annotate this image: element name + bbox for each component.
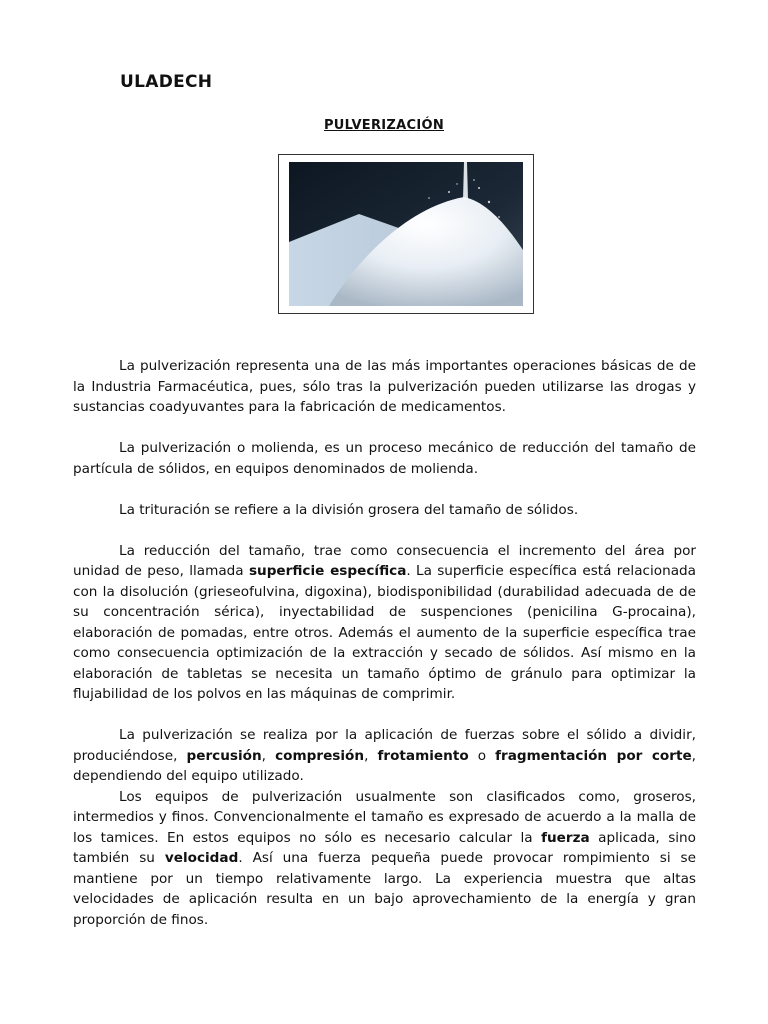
paragraph-5 — [73, 725, 696, 787]
paragraph-5-text-b: , dependiendo del equipo utilizado. — [73, 747, 696, 784]
term-compresion: compresión — [275, 747, 365, 764]
paragraph-6 — [73, 787, 696, 931]
term-superficie-especifica: superficie específica — [248, 563, 407, 579]
paragraph-5-text-a: La pulverización se realiza por la aplicación de fuerzas sobre el sólido a dividir, produciéndose, — [73, 727, 696, 764]
body-text — [73, 356, 696, 930]
term-fragmentacion-por-corte: fragmentación por corte — [495, 747, 692, 764]
paragraph-6-text-c: . Así una fuerza pequeña puede provocar rompimiento si se mantiene por un tiempo relativamente largo. La experiencia muestra que altas velocidades de aplicación resulta en un bajo aprovechamiento de la energía y gran proporción de finos. — [73, 850, 696, 928]
paragraph-2: La pulverización o molienda, es un proceso mecánico de reducción del tamaño de partícula de sólidos, en equipos denominados de molienda. — [73, 440, 696, 477]
powder-photo-icon — [289, 162, 523, 306]
term-velocidad: velocidad — [164, 850, 239, 866]
paragraph-3: La trituración se refiere a la división grosera del tamaño de sólidos. — [119, 501, 579, 518]
term-frotamiento: frotamiento — [377, 747, 469, 764]
institution-header: ULADECH — [120, 72, 213, 92]
paragraph-4-text-a: La reducción del tamaño, trae como consecuencia el incremento del área por unidad de peso, llamada — [73, 542, 696, 579]
separator: o — [468, 747, 496, 764]
separator: , — [364, 747, 378, 764]
term-percusion: percusión — [186, 747, 262, 764]
paragraph-4-text-c: . La superficie específica está relacionada con la disolución (grieseofulvina, digoxina), biodisponibilidad (durabilidad adecuada de de su concentración sérica), inyectabilidad de suspenciones (penicilina G-procaina), elaboración de pomadas, entre otros. Además el aumento de la superficie específica trae como consecuencia optimización de la extracción y secado de sólidos. Así mismo en la elaboración de tabletas se necesita un tamaño óptimo de gránulo para optimizar la flujabilidad de los polvos en las máquinas de comprimir. — [73, 563, 696, 702]
term-fuerza: fuerza — [541, 829, 590, 846]
separator: , — [261, 747, 276, 764]
figure-frame — [278, 154, 534, 314]
paragraph-6-text-b: aplicada, sino también su — [73, 829, 696, 866]
document-title: PULVERIZACIÓN — [323, 118, 445, 133]
paragraph-6-text-a: Los equipos de pulverización usualmente son clasificados como, groseros, intermedios y finos. Convencionalmente el tamaño es expresado de acuerdo a la malla de los tamices. En estos equipos no sólo es necesario calcular la — [73, 788, 696, 846]
paragraph-1: La pulverización representa una de las más importantes operaciones básicas de de la Industria Farmacéutica, pues, sólo tras la pulverización pueden utilizarse las drogas y sustancias coadyuvantes para la fabricación de medicamentos. — [73, 358, 696, 415]
paragraph-4 — [73, 541, 696, 705]
